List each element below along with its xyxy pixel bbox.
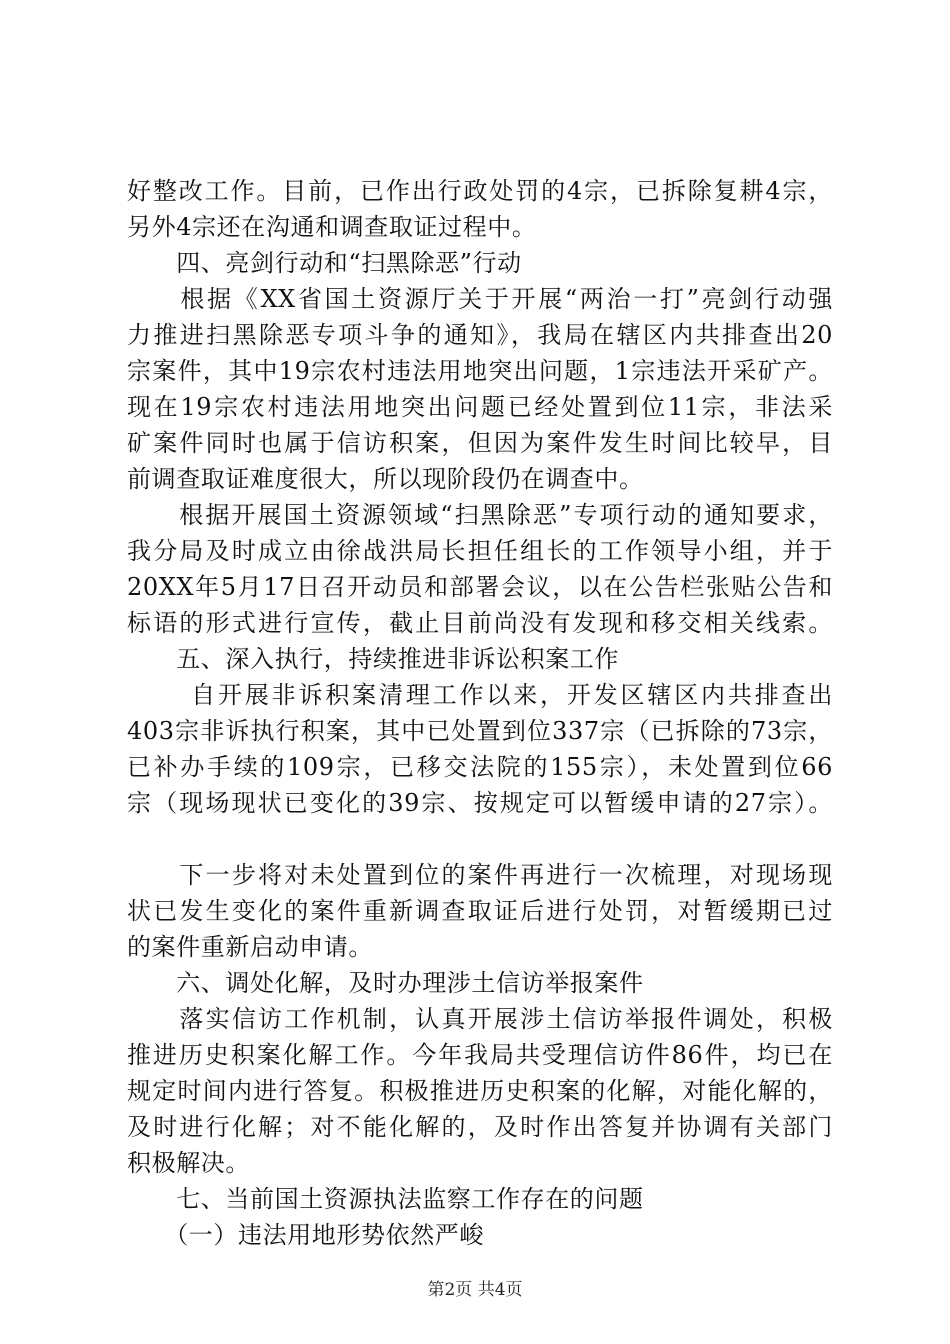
text-line: 已补办手续的109宗，已移交法院的155宗），未处置到位66 [127, 753, 833, 781]
text-line: 宗案件，其中19宗农村违法用地突出问题，1宗违法开采矿产。 [127, 357, 833, 385]
text-line: 另外4宗还在沟通和调查取证过程中。 [127, 213, 537, 241]
section-heading: 四、亮剑行动和“扫黑除恶”行动 [127, 249, 522, 277]
page-footer: 第2页 共4页 [427, 1280, 523, 1300]
text-line: 力推进扫黑除恶专项斗争的通知》，我局在辖区内共排查出20 [127, 321, 833, 349]
text-line: 我分局及时成立由徐战洪局长担任组长的工作领导小组，并于 [127, 537, 833, 565]
text-line: 自开展非诉积案清理工作以来，开发区辖区内共排查出 [127, 681, 833, 709]
text-line: 矿案件同时也属于信访积案，但因为案件发生时间比较早，目 [127, 429, 833, 457]
section-heading: 六、调处化解，及时办理涉土信访举报案件 [127, 969, 644, 997]
subsection-heading: （一）违法用地形势依然严峻 [127, 1221, 484, 1249]
text-line: 标语的形式进行宣传，截止目前尚没有发现和移交相关线索。 [127, 609, 833, 637]
text-line: 宗（现场现状已变化的39宗、按规定可以暂缓申请的27宗）。 [127, 789, 833, 817]
text-line: 20XX年5月17日召开动员和部署会议，以在公告栏张贴公告和 [127, 573, 833, 601]
text-line: 状已发生变化的案件重新调查取证后进行处罚，对暂缓期已过 [127, 897, 833, 925]
text-line: 现在19宗农村违法用地突出问题已经处置到位11宗，非法采 [127, 393, 833, 421]
text-line: 下一步将对未处置到位的案件再进行一次梳理，对现场现 [127, 861, 833, 889]
section-heading: 七、当前国土资源执法监察工作存在的问题 [127, 1185, 644, 1213]
text-line: 根据开展国土资源领域“扫黑除恶”专项行动的通知要求， [127, 501, 833, 529]
text-line: 落实信访工作机制，认真开展涉土信访举报件调处，积极 [127, 1005, 833, 1033]
text-line: 好整改工作。目前，已作出行政处罚的4宗，已拆除复耕4宗， [127, 177, 833, 205]
text-line: 的案件重新启动申请。 [127, 933, 373, 961]
text-line: 403宗非诉执行积案，其中已处置到位337宗（已拆除的73宗， [127, 717, 833, 745]
text-line: 根据《XX省国土资源厅关于开展“两治一打”亮剑行动强 [127, 285, 833, 313]
section-heading: 五、深入执行，持续推进非诉讼积案工作 [127, 645, 619, 673]
text-line: 推进历史积案化解工作。今年我局共受理信访件86件，均已在 [127, 1041, 833, 1069]
text-line: 及时进行化解；对不能化解的，及时作出答复并协调有关部门 [127, 1113, 833, 1141]
text-line: 积极解决。 [127, 1149, 250, 1177]
text-line: 规定时间内进行答复。积极推进历史积案的化解，对能化解的， [127, 1077, 833, 1105]
text-line: 前调查取证难度很大，所以现阶段仍在调查中。 [127, 465, 644, 493]
